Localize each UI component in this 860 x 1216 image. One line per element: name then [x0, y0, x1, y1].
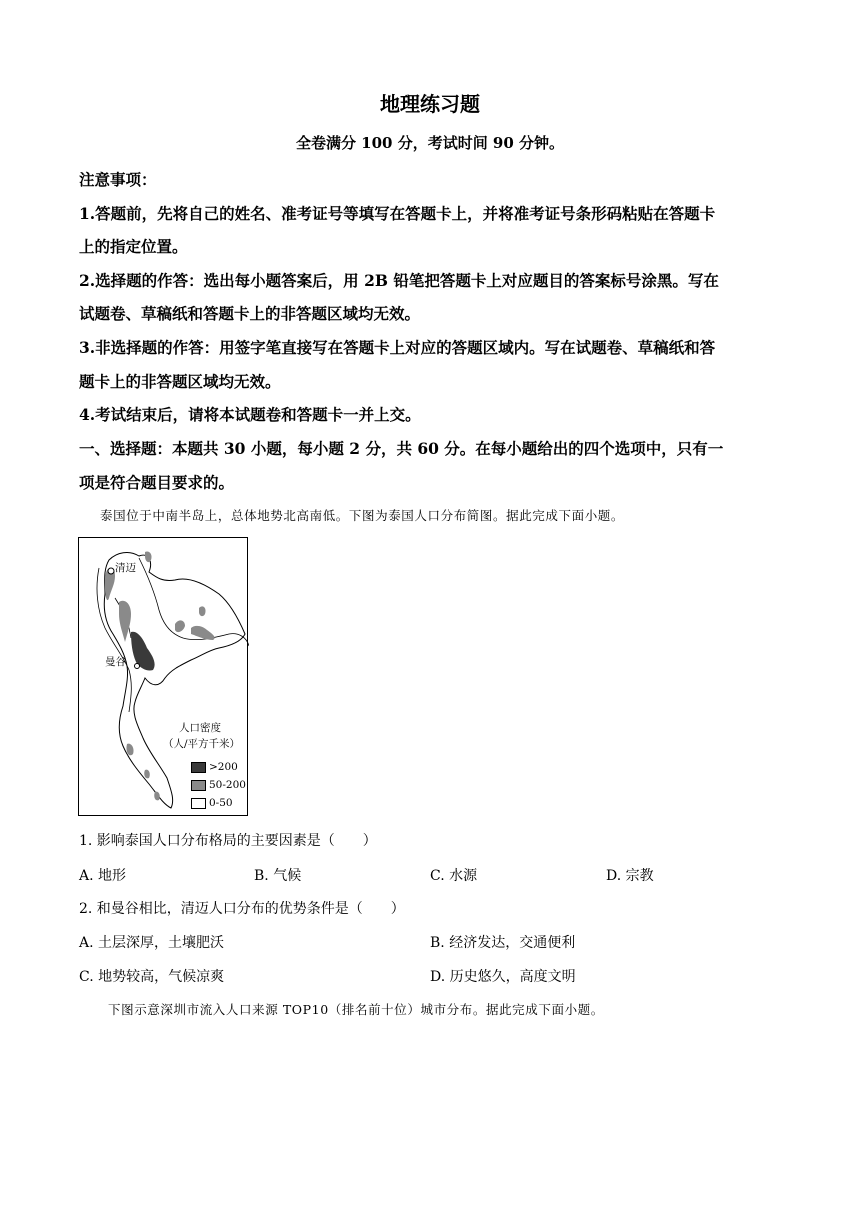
section-heading-cont: 项是符合题目要求的。 — [79, 473, 235, 492]
option-b[interactable]: B. 经济发达，交通便利 — [430, 935, 576, 951]
option-a[interactable]: A. 地形 — [79, 868, 127, 884]
option-c[interactable]: C. 水源 — [430, 868, 478, 884]
legend-label-high: >200 — [209, 761, 238, 773]
option-b[interactable]: B. 气候 — [254, 868, 302, 884]
page-title: 地理练习题 — [380, 92, 480, 116]
chiang-mai-marker — [108, 568, 114, 574]
note-line: 试题卷、草稿纸和答题卡上的非答题区域均无效。 — [79, 304, 421, 323]
density-medium-region — [199, 606, 206, 616]
passage-intro: 泰国位于中南半岛上，总体地势北高南低。下图为泰国人口分布简图。据此完成下面小题。 — [100, 508, 625, 523]
chiang-mai-label: 清迈 — [115, 562, 136, 574]
note-line: 3.非选择题的作答：用签字笔直接写在答题卡上对应的答题区域内。写在试题卷、草稿纸和答 — [79, 338, 716, 357]
note-line: 上的指定位置。 — [79, 237, 188, 256]
legend-label-low: 0-50 — [209, 797, 233, 809]
bangkok-marker — [135, 664, 140, 669]
option-a[interactable]: A. 土层深厚，土壤肥沃 — [79, 935, 225, 951]
option-d[interactable]: D. 宗教 — [606, 868, 654, 884]
question-stem: 2. 和曼谷相比，清迈人口分布的优势条件是（ ） — [79, 901, 405, 917]
note-line: 1.答题前，先将自己的姓名、准考证号等填写在答题卡上，并将准考证号条形码粘贴在答题卡 — [79, 204, 716, 223]
legend-label-medium: 50-200 — [209, 779, 246, 791]
legend-swatch-low — [191, 798, 206, 809]
option-c[interactable]: C. 地势较高，气候凉爽 — [79, 969, 225, 985]
legend-title: 人口密度 — [179, 722, 221, 734]
section-heading: 一、选择题：本题共 30 小题，每小题 2 分，共 60 分。在每小题给出的四个选项中，只有一 — [79, 439, 724, 458]
notes-heading: 注意事项： — [79, 170, 157, 189]
legend-swatch-high — [191, 762, 206, 773]
legend-unit: （人/平方千米） — [163, 738, 241, 750]
legend-swatch-medium — [191, 780, 206, 791]
exam-info: 全卷满分 100 分，考试时间 90 分钟。 — [295, 134, 565, 152]
note-line: 题卡上的非答题区域均无效。 — [79, 372, 281, 391]
map-graphic — [79, 538, 249, 817]
passage-intro: 下图示意深圳市流入人口来源 TOP10（排名前十位）城市分布。据此完成下面小题。 — [108, 1002, 604, 1017]
option-d[interactable]: D. 历史悠久，高度文明 — [430, 969, 576, 985]
thailand-population-map — [78, 537, 248, 816]
question-stem: 1. 影响泰国人口分布格局的主要因素是（ ） — [79, 833, 377, 849]
bangkok-label: 曼谷 — [105, 656, 126, 668]
note-line: 2.选择题的作答：选出每小题答案后，用 2B 铅笔把答题卡上对应题目的答案标号涂黑。写在 — [79, 271, 719, 290]
note-line: 4.考试结束后，请将本试题卷和答题卡一并上交。 — [79, 405, 421, 424]
